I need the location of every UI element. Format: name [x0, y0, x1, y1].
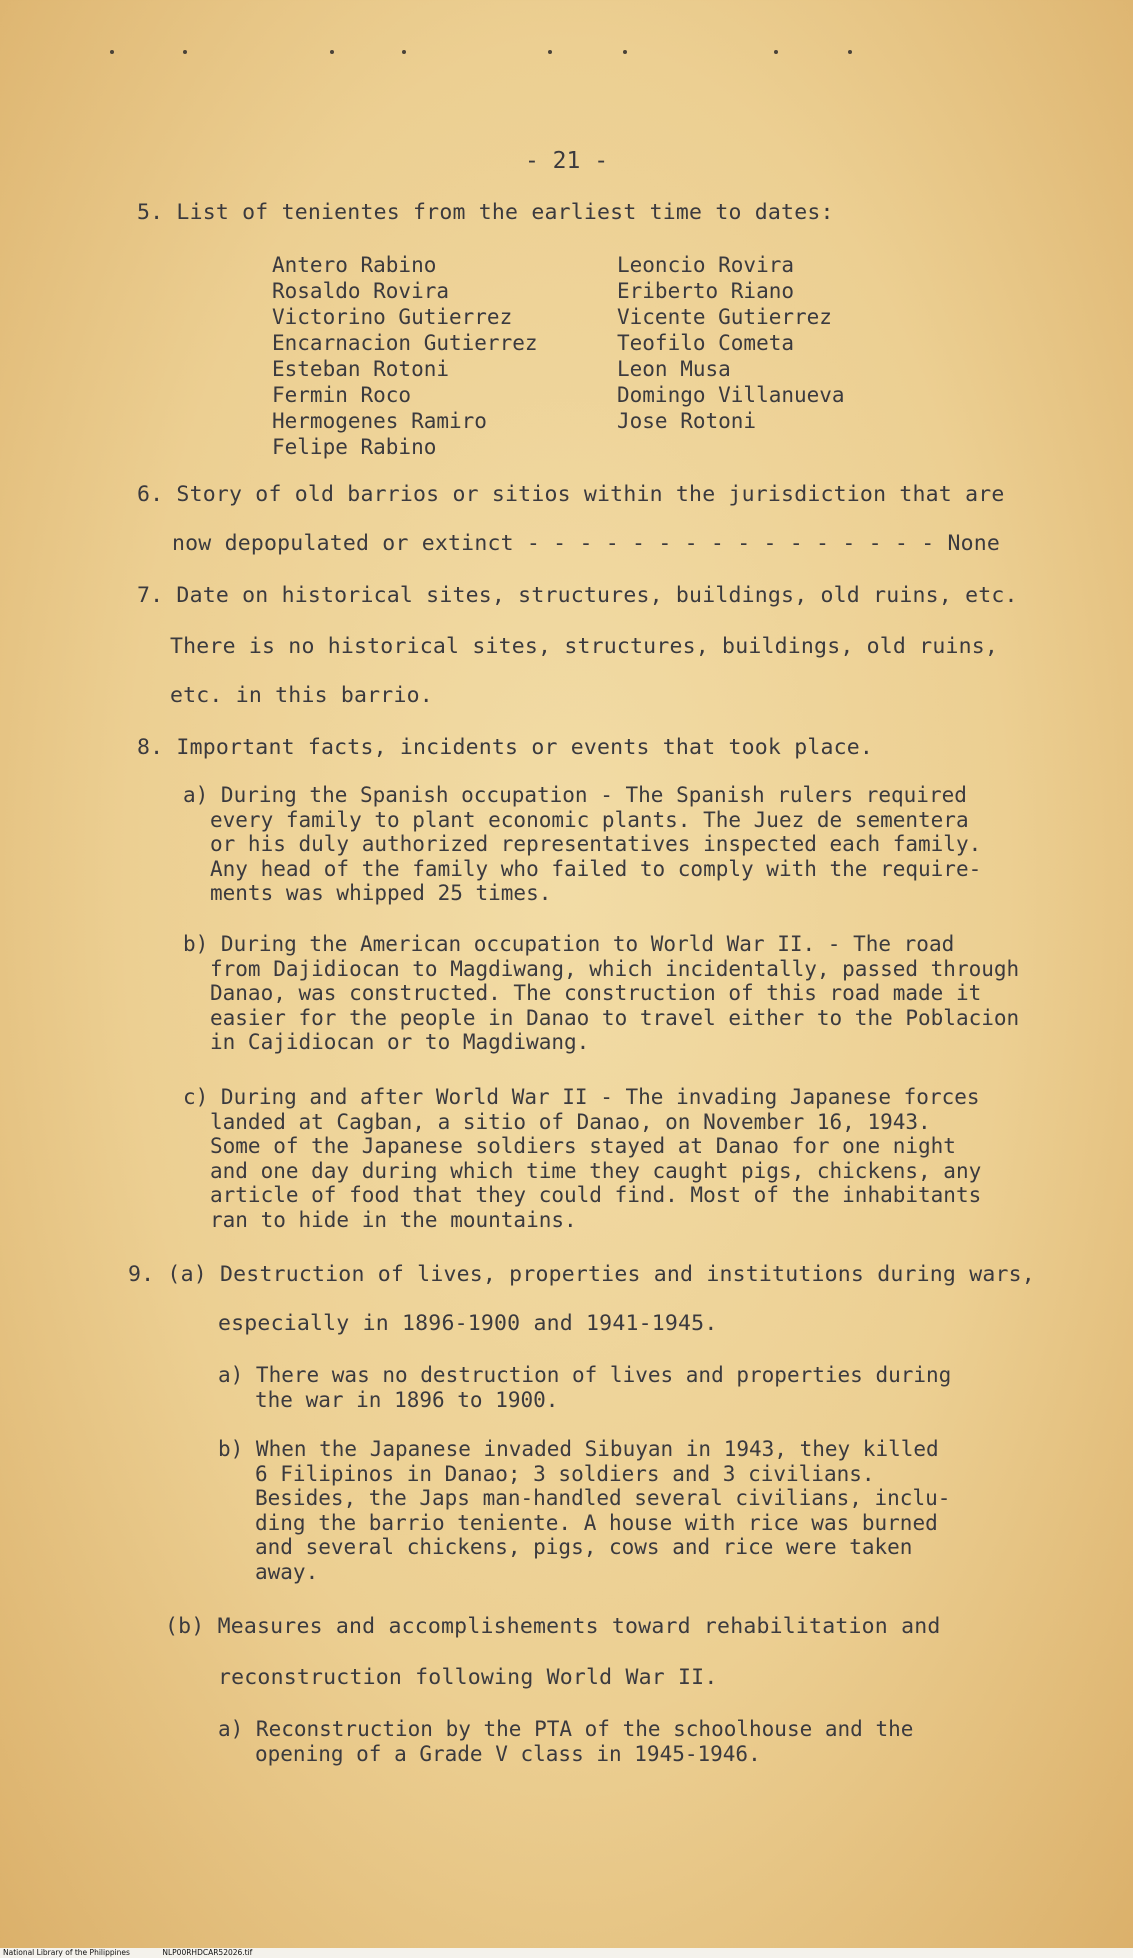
item8-b-paragraph: b) During the American occupation to World War II. - The road from Dajidiocan to Magdiwang, which incidentally, passed through Danao, was constructed. The construction of this road made it easier for the people in Danao to travel either to the Poblacion in Cajidiocan or to Magdiwang. — [183, 932, 1020, 1054]
item9-a-a-paragraph: a) There was no destruction of lives and properties during the war in 1896 to 1900. — [218, 1363, 952, 1412]
item8-c-paragraph: c) During and after World War II - The invading Japanese forces landed at Cagban, a sitio of Danao, on November 16, 1943. Some of the Japanese soldiers stayed at Danao for one night and one day during which time they caught pigs, chickens, any article of food that they could find. Most of the inhabitants ran to hide in the mountains. — [183, 1085, 982, 1232]
item9-a-b-paragraph: b) When the Japanese invaded Sibuyan in 1943, they killed 6 Filipinos in Danao; 3 soldiers and 3 civilians. Besides, the Japs man-handled several civilians, inclu- ding the barrio teniente. A house with rice was burned and several chickens, pigs, cows and rice were taken away. — [218, 1437, 951, 1584]
item9-b-line1: (b) Measures and accomplishements toward rehabilitation and — [165, 1614, 941, 1639]
teniente-name: Hermogenes Ramiro — [272, 409, 487, 433]
teniente-name: Leon Musa — [617, 357, 731, 381]
tenientes-right-column — [617, 252, 845, 434]
teniente-name: Victorino Gutierrez — [272, 305, 513, 329]
tenientes-left-column — [272, 252, 538, 460]
item7-line3: etc. in this barrio. — [170, 683, 433, 708]
item9-a-line1: 9. (a) Destruction of lives, properties and institutions during wars, — [128, 1262, 1035, 1287]
item7-line2: There is no historical sites, structures, buildings, old ruins, — [170, 634, 999, 659]
page-number: - 21 - — [524, 148, 609, 174]
teniente-name: Encarnacion Gutierrez — [272, 331, 538, 355]
teniente-name: Jose Rotoni — [617, 409, 757, 433]
teniente-name: Rosaldo Rovira — [272, 279, 450, 303]
teniente-name: Antero Rabino — [272, 253, 437, 277]
item6-line2: now depopulated or extinct - - - - - - - - - - - - - - - - None — [172, 531, 1001, 556]
item9-b-line2: reconstruction following World War II. — [218, 1665, 718, 1690]
item7-line1: 7. Date on historical sites, structures, buildings, old ruins, etc. — [137, 583, 1018, 608]
teniente-name: Teofilo Cometa — [617, 331, 795, 355]
teniente-name: Domingo Villanueva — [617, 383, 845, 407]
teniente-name: Esteban Rotoni — [272, 357, 450, 381]
item5-heading: 5. List of tenientes from the earliest time to dates: — [137, 200, 834, 225]
teniente-name: Felipe Rabino — [272, 435, 437, 459]
item8-heading: 8. Important facts, incidents or events that took place. — [137, 735, 874, 760]
teniente-name: Vicente Gutierrez — [617, 305, 832, 329]
teniente-name: Eriberto Riano — [617, 279, 795, 303]
scan-specks — [0, 50, 1133, 70]
item9-b-a-paragraph: a) Reconstruction by the PTA of the schoolhouse and the opening of a Grade V class in 1945-1946. — [218, 1717, 914, 1766]
footer-filename: NLP00RHDCAR52026.tif — [162, 1948, 253, 1957]
item9-a-line2: especially in 1896-1900 and 1941-1945. — [218, 1311, 718, 1336]
teniente-name: Leoncio Rovira — [617, 253, 795, 277]
scan-footer — [0, 1948, 1133, 1958]
teniente-name: Fermin Roco — [272, 383, 412, 407]
footer-library: National Library of the Philippines — [3, 1948, 130, 1957]
item8-a-paragraph: a) During the Spanish occupation - The Spanish rulers required every family to plant economic plants. The Juez de sementera or his duly authorized representatives inspected each family. Any head of the family who failed to comply with the require- ments was whipped 25 times. — [183, 783, 982, 905]
item6-line1: 6. Story of old barrios or sitios within the jurisdiction that are — [137, 482, 1005, 507]
